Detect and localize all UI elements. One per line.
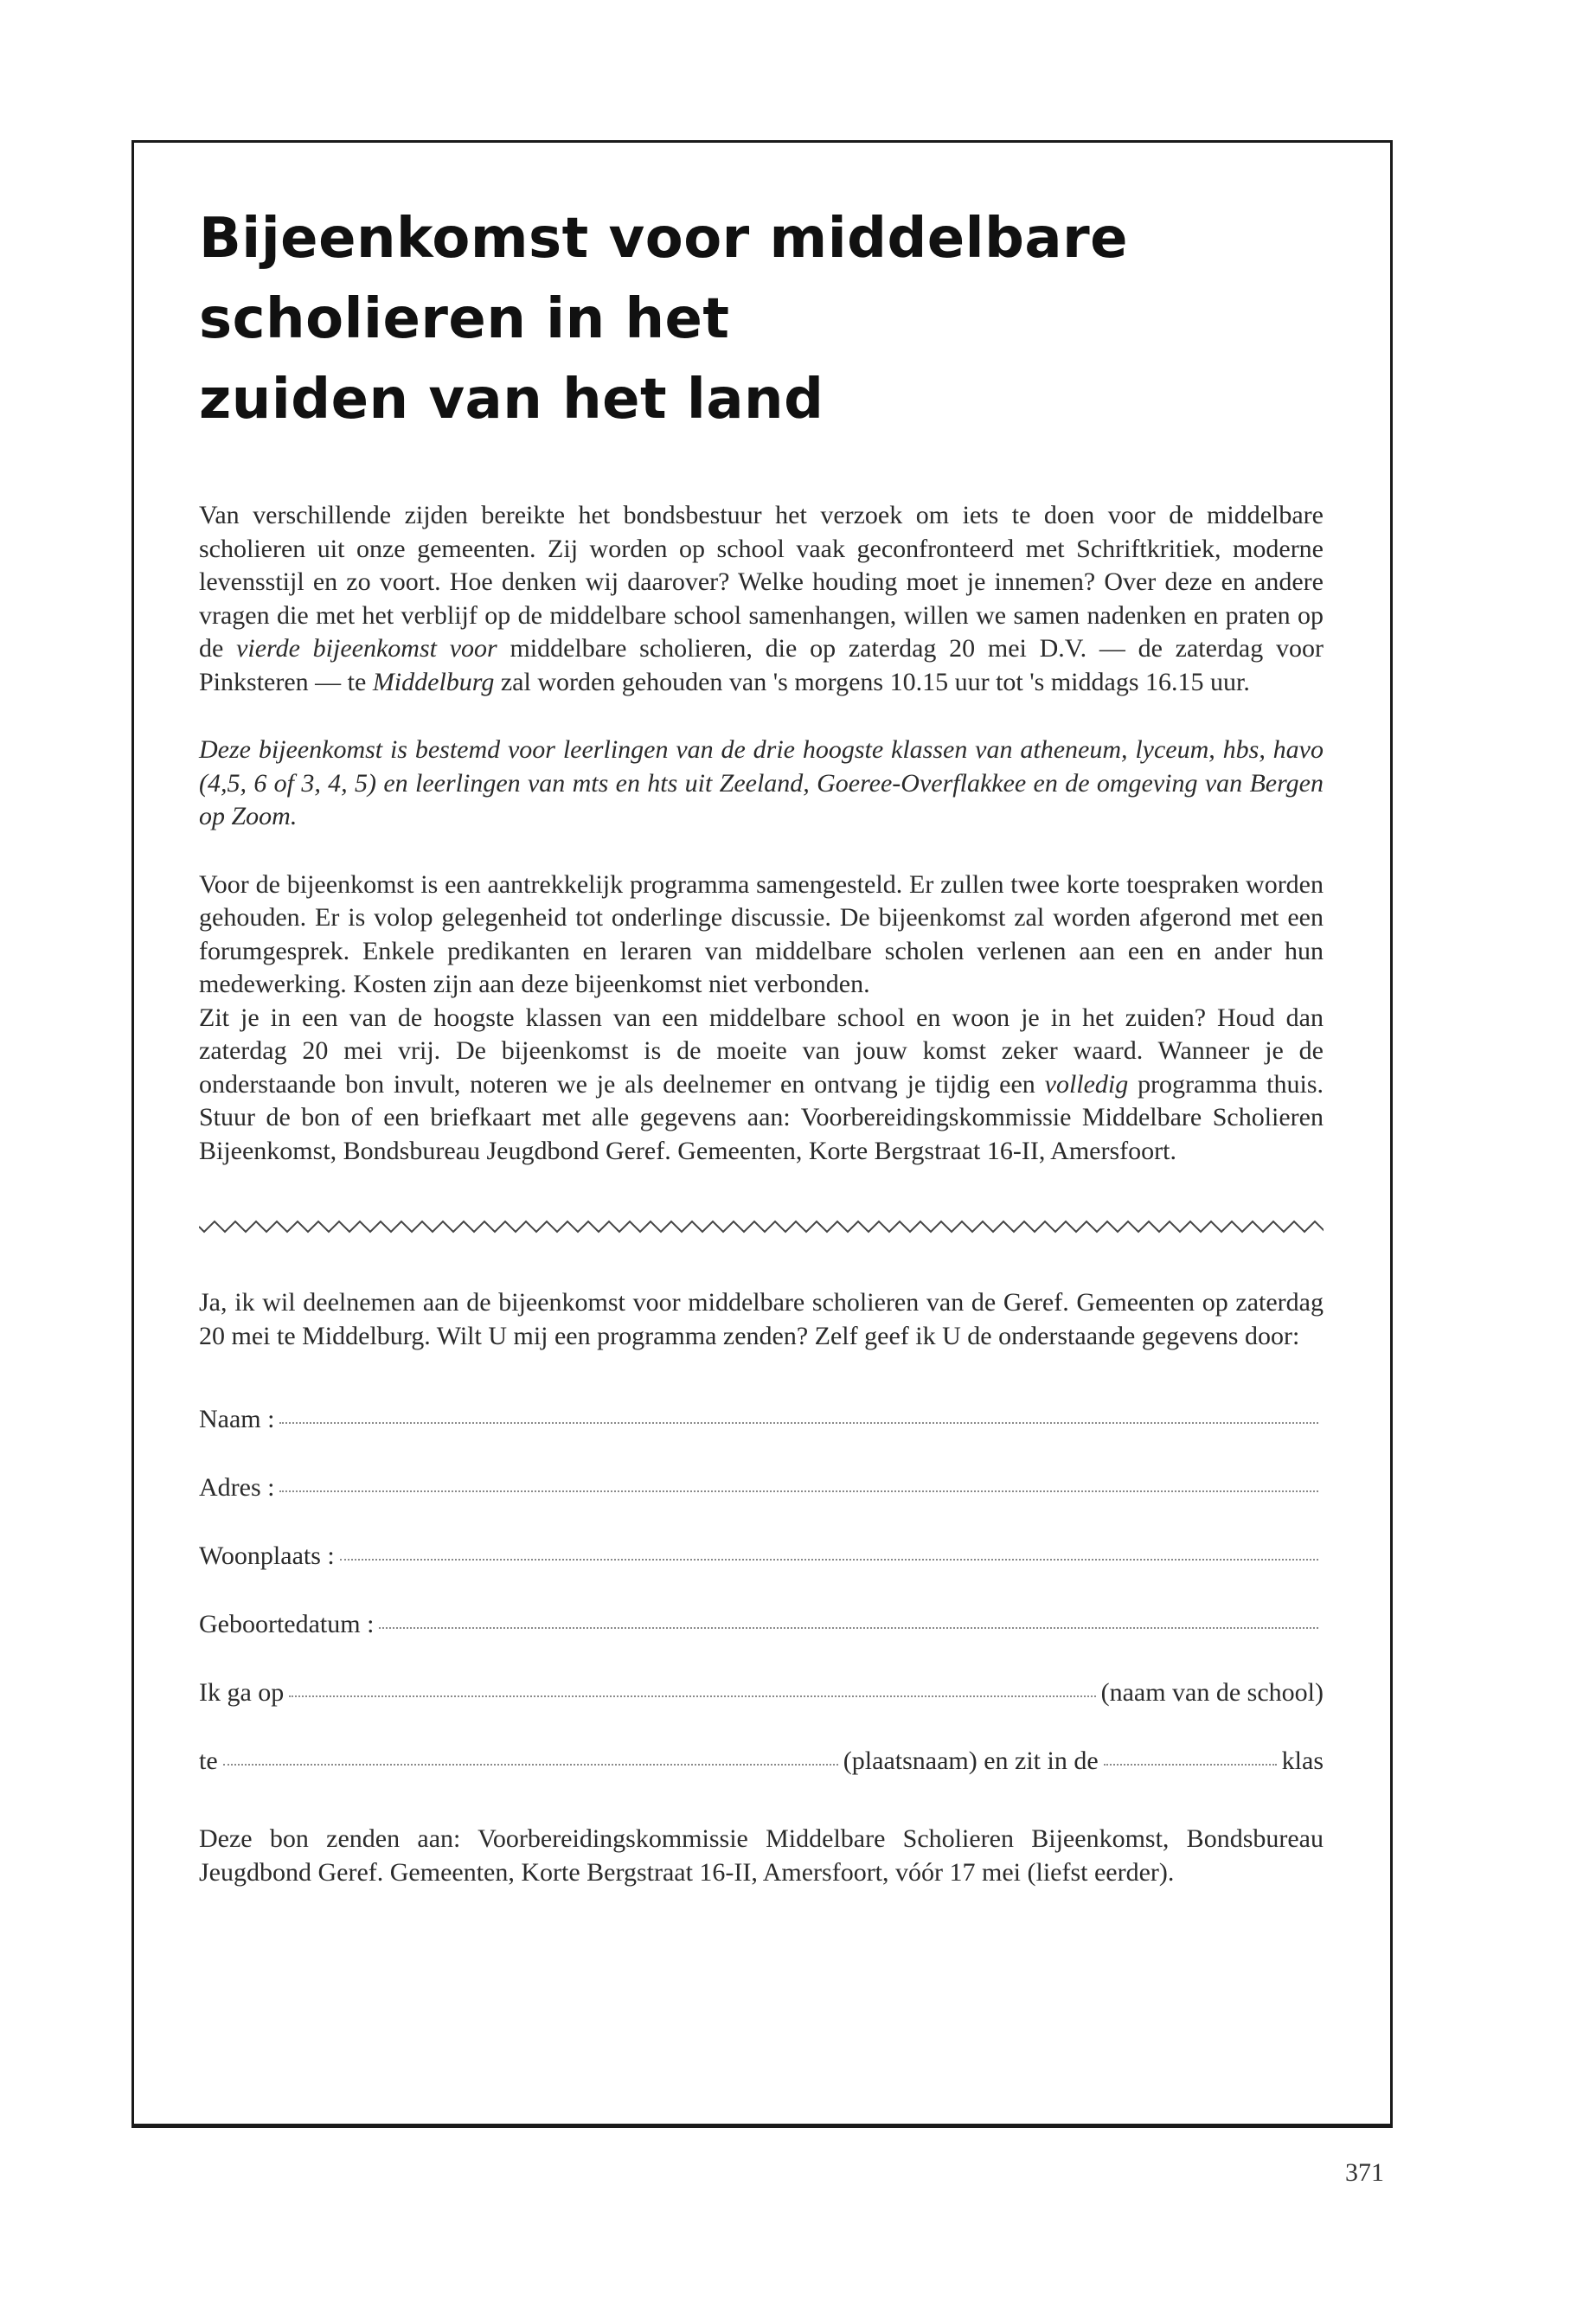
intro-emphasis-place: Middelburg bbox=[372, 667, 495, 696]
field-label-klas: klas bbox=[1281, 1747, 1324, 1775]
field-woonplaats[interactable] bbox=[199, 1540, 1324, 1573]
field-label-naam: Naam : bbox=[199, 1405, 275, 1433]
program-paragraph bbox=[199, 868, 1324, 1169]
reply-coupon-text: Ja, ik wil deelnemen aan de bijeenkomst voor middelbare scholieren van de Geref. Gemeenten op zaterdag 20 mei te Middelburg. Wilt U mij een programma zenden? Zelf geef ik U de onderstaande gegevens door: bbox=[199, 1288, 1324, 1350]
page-number: 371 bbox=[1345, 2158, 1384, 2187]
klas-blank[interactable] bbox=[1104, 1764, 1277, 1766]
coupon-form bbox=[199, 1403, 1324, 1778]
program-text-a: Voor de bijeenkomst is een aantrekkelijk programma samengesteld. Er zullen twee korte toespraken worden gehouden. Er is volop gelegenheid tot onderlinge discussie. De bijeenkomst zal worden afgerond met een forumgesprek. Enkele predikanten en leraren van middelbare scholen verlenen aan een en ander hun medewerking. Kosten zijn aan deze bijeenkomst niet verbonden. bbox=[199, 869, 1324, 998]
field-plaats-klas[interactable] bbox=[199, 1745, 1324, 1778]
field-label-ik-ga-op: Ik ga op bbox=[199, 1678, 285, 1707]
send-instructions: Deze bon zenden aan: Voorbereidingskommissie Middelbare Scholieren Bijeenkomst, Bondsbureau Jeugdbond Geref. Gemeenten, Korte Bergstraat 16-II, Amersfoort, vóór 17 mei (liefst eerder). bbox=[199, 1824, 1324, 1887]
program-text-b: Zit je in een van de hoogste klassen van een middelbare school en woon je in het zuiden? Houd dan zaterdag 20 mei vrij. De bijeenkomst is de moeite van jouw komst zeker waard. Wanneer je de onderstaande bon invult, noteren we je als deelnemer en ontvang je tijdig een bbox=[199, 1003, 1324, 1099]
cut-line bbox=[199, 1216, 1324, 1237]
field-school[interactable] bbox=[199, 1676, 1324, 1709]
title-line-2: scholieren in het bbox=[199, 287, 730, 351]
intro-text-b: middelbare scholieren, die op zaterdag 20 mei D.V. — de zaterdag voor Pinksteren — te bbox=[199, 634, 1324, 696]
title-line-1: Bijeenkomst voor middelbare bbox=[199, 207, 1129, 271]
audience-notice: Deze bijeenkomst is bestemd voor leerlingen van de drie hoogste klassen van atheneum, lyceum, hbs, havo (4,5, 6 of 3, 4, 5) en leerlingen van mts en hts uit Zeeland, Goeree-Overflakkee en de omgeving van Bergen op Zoom. bbox=[199, 735, 1324, 830]
intro-emphasis: vierde bijeenkomst voor bbox=[236, 634, 497, 663]
adres-blank[interactable] bbox=[279, 1490, 1318, 1492]
plaats-blank[interactable] bbox=[223, 1764, 838, 1766]
school-blank[interactable] bbox=[289, 1695, 1095, 1697]
woonplaats-blank[interactable] bbox=[340, 1559, 1318, 1561]
geboortedatum-blank[interactable] bbox=[379, 1627, 1318, 1629]
field-adres[interactable] bbox=[199, 1471, 1324, 1504]
intro-text-a: Van verschillende zijden bereikte het bondsbestuur het verzoek om iets te doen voor de middelbare scholieren uit onze gemeenten. Zij worden op school vaak geconfronteerd met Schriftkritiek, moderne levensstijl en zo voort. Hoe denken wij daarover? Welke houding moet je innemen? Over deze en andere vragen die met het verblijf op de middelbare school samenhangen, willen we samen nadenken en praten op de bbox=[199, 501, 1324, 663]
program-emphasis: volledig bbox=[1044, 1069, 1129, 1099]
field-label-woonplaats: Woonplaats : bbox=[199, 1541, 335, 1570]
article-title bbox=[199, 199, 1324, 440]
program-text-c: programma thuis. Stuur de bon of een briefkaart met alle gegevens aan: Voorbereidingskommissie Middelbare Scholieren Bijeenkomst, Bondsbureau Jeugdbond Geref. Gemeenten, Korte Bergstraat 16-II, Amersfoort. bbox=[199, 1069, 1324, 1165]
title-line-3: zuiden van het land bbox=[199, 368, 824, 432]
field-naam[interactable] bbox=[199, 1403, 1324, 1436]
intro-text-c: zal worden gehouden van 's morgens 10.15 uur tot 's middags 16.15 uur. bbox=[494, 667, 1250, 696]
naam-blank[interactable] bbox=[279, 1422, 1318, 1424]
intro-paragraph bbox=[199, 499, 1324, 699]
field-geboortedatum[interactable] bbox=[199, 1608, 1324, 1641]
field-label-geboortedatum: Geboortedatum : bbox=[199, 1610, 375, 1638]
field-label-te: te bbox=[199, 1747, 218, 1775]
field-label-naam-school: (naam van de school) bbox=[1100, 1678, 1324, 1707]
article bbox=[199, 199, 1324, 1889]
field-label-adres: Adres : bbox=[199, 1473, 275, 1502]
field-label-plaatsnaam: (plaatsnaam) en zit in de bbox=[843, 1747, 1099, 1775]
